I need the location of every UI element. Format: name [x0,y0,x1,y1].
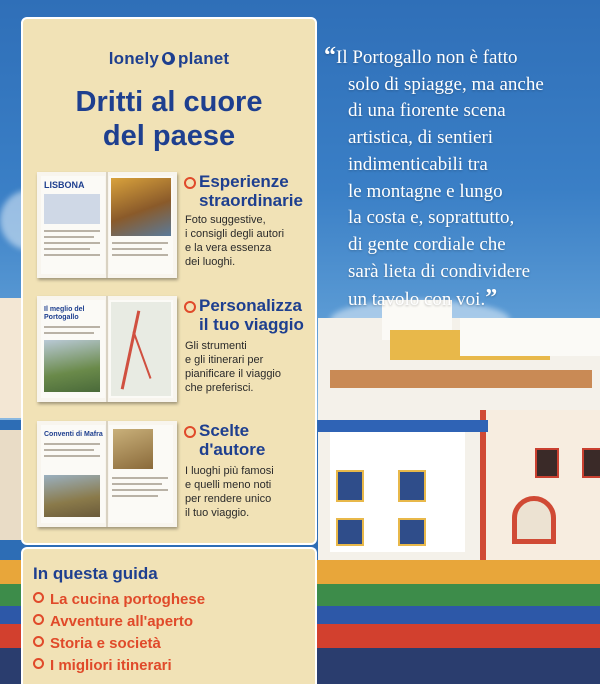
guide-title: In questa guida [33,564,158,583]
bullet-icon [184,426,196,438]
guidebook-spread-image: Il meglio del Portogallo [37,296,177,402]
bullet-icon [33,658,44,669]
close-quote-mark: ” [485,285,498,312]
bullet-icon [184,301,196,313]
feature-personalizza [37,296,315,406]
guide-item: La cucina portoghese [33,591,205,608]
lonely-planet-logo: lonely planet [108,49,230,68]
window [535,448,559,478]
feature-esperienze [37,172,315,282]
bullet-icon [184,177,196,189]
window [336,470,364,502]
guidebook-spread-image: Conventi di Mafra [37,421,177,527]
feature-description: I luoghi più famosi e quelli meno noti per rendere unico il tuo viaggio. [185,465,274,519]
window [582,448,600,478]
bullet-icon [33,592,44,603]
arch [512,496,556,544]
guide-item: Avventure all'aperto [33,613,193,630]
guide-item: I migliori itinerari [33,657,172,674]
guide-item: Storia e società [33,635,161,652]
quote-text: “Il Portogallo non è fatto solo di spiagge, ma anche di una fiorente scena artistica, di sentieri indimenticabili tra le montagne e lungo la costa e, soprattutto, di gente cordiale che sarà lieta di condividere un tavolo con voi.” [324,43,544,312]
guide-contents-box [21,547,317,684]
feature-title: Personalizza il tuo viaggio [199,296,304,334]
globe-icon [162,52,175,65]
window [398,518,426,546]
left-building [0,430,21,540]
building-roof [460,318,600,356]
left-building [0,298,21,418]
feature-title: Esperienze straordinarie [199,172,303,210]
window [336,518,364,546]
bullet-icon [33,636,44,647]
feature-scelte [37,421,315,531]
bullet-icon [33,614,44,625]
open-quote-mark: “ [324,43,336,69]
feature-title: Scelte d'autore [199,421,266,459]
pergola [330,370,592,388]
feature-description: Gli strumenti e gli itinerari per pianificare il viaggio che preferisci. [185,340,281,394]
window [398,470,426,502]
feature-description: Foto suggestive, i consigli degli autori e la vera essenza dei luoghi. [185,214,285,268]
guidebook-spread-image: LISBONA [37,172,177,278]
pink-building [480,410,600,580]
blue-trim [318,420,488,432]
panel-headline: Dritti al cuore del paese [75,86,263,152]
intro-panel [21,17,317,545]
